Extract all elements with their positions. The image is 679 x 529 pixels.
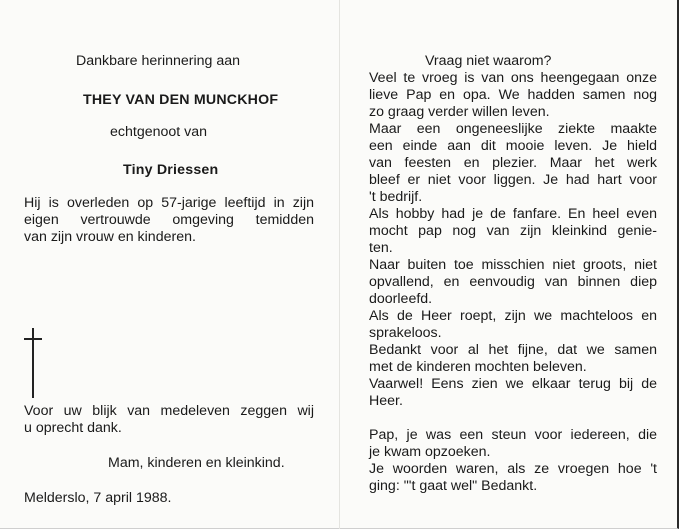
poem-line: van feesten en plezier. Maar het werk [369, 155, 657, 171]
poem-line: sprakeloos. [369, 325, 442, 341]
poem-line: Bedankt voor al het fijne, dat we samen [369, 342, 657, 358]
poem-line: met de kinderen mochten beleven. [369, 359, 587, 375]
poem-line: Je woorden waren, als ze vroegen hoe 't [369, 461, 657, 477]
poem-line: Naar buiten toe misschien niet groots, niet [369, 257, 657, 273]
poem-line: zo graag verder willen leven. [369, 104, 550, 120]
card-heading: Dankbare herinnering aan [76, 53, 241, 69]
poem-line: doorleefd. [369, 291, 433, 307]
poem-line: Als hobby had je de fanfare. En heel even [369, 206, 657, 222]
poem-line: Veel te vroeg is van ons heengegaan onze [369, 70, 657, 86]
cross-icon [24, 328, 42, 398]
spouse-name: Tiny Driessen [123, 162, 219, 178]
poem-line: bleef er niet voor liggen. Je had hart voor [369, 172, 657, 188]
poem-line: Vaarwel! Eens zien we elkaar terug bij de [369, 376, 657, 392]
poem-line: lieve Pap en opa. We hadden samen nog [369, 87, 657, 103]
poem-line: Als de Heer roept, zijn we machteloos en [369, 308, 657, 324]
card-fold-line [339, 0, 340, 529]
poem-line: opvallend, en eenvoudig van binnen diep [369, 274, 657, 290]
poem-line: ten. [369, 240, 393, 256]
obituary-line-2: eigen vertrouwde omgeving temidden [24, 212, 314, 228]
poem-line: Heer. [369, 393, 403, 409]
poem-line: ging: "'t gaat wel" Bedankt. [369, 478, 538, 494]
signature: Mam, kinderen en kleinkind. [108, 455, 285, 471]
poem-line: je kwam opzoeken. [369, 444, 491, 460]
poem-title: Vraag niet waarom? [425, 53, 552, 69]
poem-line: een einde aan dit mooie leven. Je hield [369, 138, 657, 154]
poem-line: Maar een ongeneeslijke ziekte maakte [369, 121, 657, 137]
obituary-line-3: van zijn vrouw en kinderen. [24, 229, 196, 245]
place-date: Melderslo, 7 april 1988. [24, 490, 172, 506]
thanks-line-1: Voor uw blijk van medeleven zeggen wij [24, 403, 314, 419]
poem-line: 't bedrijf. [369, 189, 423, 205]
thanks-line-2: u oprecht dank. [24, 420, 122, 436]
poem-line: Pap, je was een steun voor iedereen, die [369, 427, 657, 443]
obituary-line-1: Hij is overleden op 57-jarige leeftijd in zijn [24, 195, 314, 211]
deceased-name: THEY VAN DEN MUNCKHOF [83, 92, 279, 108]
poem-line: mocht pap nog van zijn kleinkind genie- [369, 223, 657, 239]
relation-text: echtgenoot van [110, 124, 208, 140]
